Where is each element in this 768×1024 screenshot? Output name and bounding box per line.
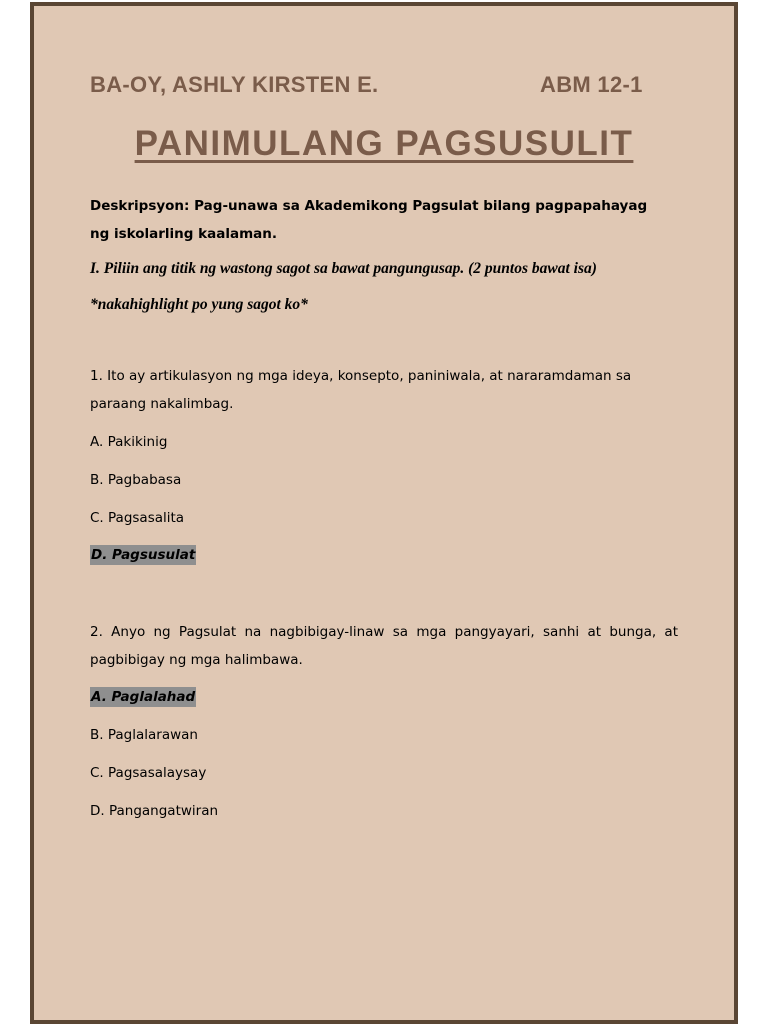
section-label: ABM 12-1: [540, 72, 643, 97]
question-1-choice-a: A. Pakikinig: [90, 434, 168, 450]
question-1-choice-d-selected: D. Pagsusulat: [91, 547, 196, 563]
question-1-choice-c: C. Pagsasalita: [90, 510, 185, 526]
page-title: PANIMULANG PAGSUSULIT: [134, 124, 634, 163]
question-2-choice-b: B. Paglalarawan: [90, 727, 198, 743]
instruction-line: I. Piliin ang titik ng wastong sagot sa bawat pangungusap. (2 puntos bawat isa): [90, 260, 597, 277]
question-1-choice-b: B. Pagbabasa: [90, 472, 182, 488]
question-1-text: 1. Ito ay artikulasyon ng mga ideya, konsepto, paniniwala, at nararamdaman sa paraang nakalimbag.: [90, 368, 632, 412]
quiz-document: [34, 6, 734, 1020]
document-page: [30, 2, 738, 1024]
question-2-choice-c: C. Pagsasalaysay: [90, 765, 207, 781]
student-name: BA-OY, ASHLY KIRSTEN E.: [90, 72, 379, 97]
description: Deskripsyon: Pag-unawa sa Akademikong Pagsulat bilang pagpapahayag ng iskolarling kaalaman.: [90, 198, 648, 242]
question-2-choice-a-selected: A. Paglalahad: [91, 689, 196, 705]
question-2-text: 2. Anyo ng Pagsulat na nagbibigay-linaw sa mga pangyayari, sanhi at bunga, at pagbibigay ng mga halimbawa.: [90, 624, 678, 668]
highlight-note: *nakahighlight po yung sagot ko*: [90, 296, 308, 313]
question-2-choice-d: D. Pangangatwiran: [90, 803, 219, 819]
